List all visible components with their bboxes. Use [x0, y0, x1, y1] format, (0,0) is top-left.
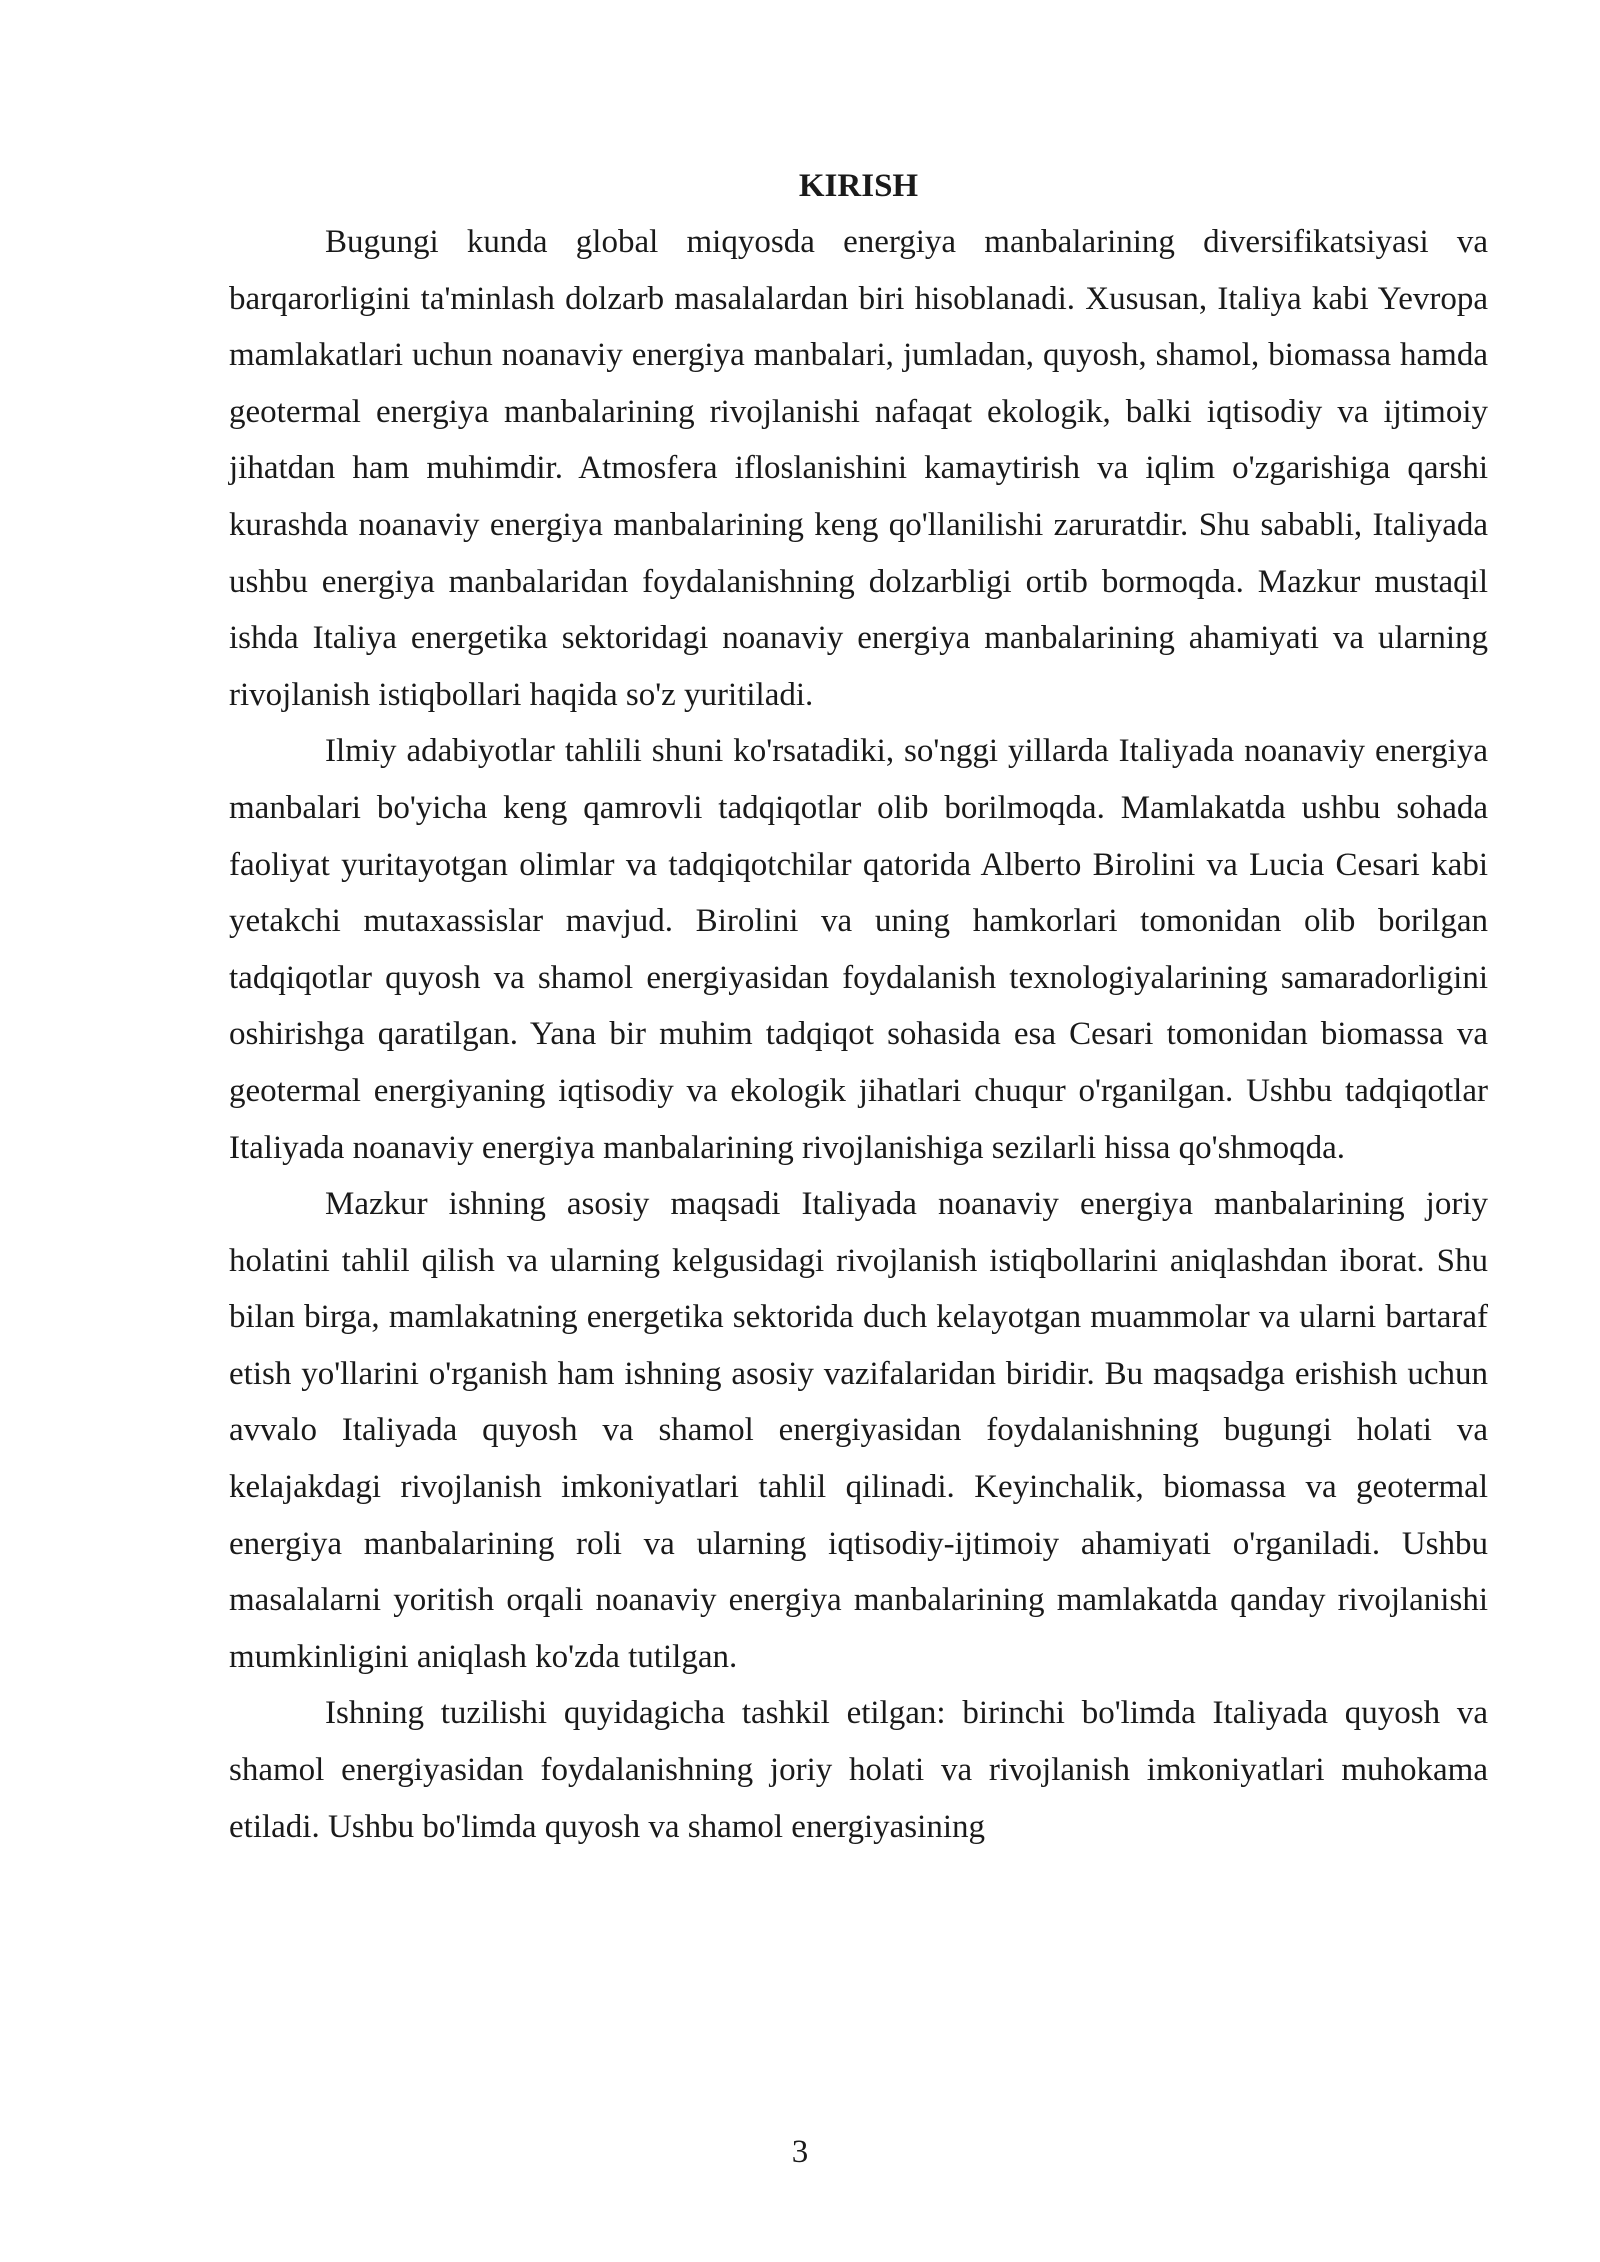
- page-number: 3: [791, 2134, 809, 2170]
- paragraph-goals: Mazkur ishning asosiy maqsadi Italiyada noanaviy energiya manbalarining joriy holatini tahlil qilish va ularning kelgusidagi rivojlanish istiqbollarini aniqlashdan iborat. Shu bilan birga, mamlakatning energetika sektorida duch kelayotgan muammolar va ularni bartaraf etish yo'llarini o'rganish ham ishning asosiy vazifalaridan biridir. Bu maqsadga erishish uchun avvalo Italiyada quyosh va shamol energiyasidan foydalanishning bugungi holati va kelajakdagi rivojlanish imkoniyatlari tahlil qilinadi. Keyinchalik, biomassa va geotermal energiya manbalarining roli va ularning iqtisodiy-ijtimoiy ahamiyati o'rganiladi. Ushbu masalalarni yoritish orqali noanaviy energiya manbalarining mamlakatda qanday rivojlanishi mumkinligini aniqlash ko'zda tutilgan.: [229, 1186, 1488, 1675]
- page-content: [229, 162, 1488, 1855]
- paragraph-introduction: Bugungi kunda global miqyosda energiya manbalarining diversifikatsiyasi va barqarorligini ta'minlash dolzarb masalalardan biri hisoblanadi. Xususan, Italiya kabi Yevropa mamlakatlari uchun noanaviy energiya manbalari, jumladan, quyosh, shamol, biomassa hamda geotermal energiya manbalarining rivojlanishi nafaqat ekologik, balki iqtisodiy va ijtimoiy jihatdan ham muhimdir. Atmosfera ifloslanishini kamaytirish va iqlim o'zgarishiga qarshi kurashda noanaviy energiya manbalarining keng qo'llanilishi zaruratdir. Shu sababli, Italiyada ushbu energiya manbalaridan foydalanishning dolzarbligi ortib bormoqda. Mazkur mustaqil ishda Italiya energetika sektoridagi noanaviy energiya manbalarining ahamiyati va ularning rivojlanish istiqbollari haqida so'z yuritiladi.: [229, 224, 1488, 713]
- page-title: KIRISH: [798, 168, 919, 204]
- paragraph-literature-review: Ilmiy adabiyotlar tahlili shuni ko'rsatadiki, so'nggi yillarda Italiyada noanaviy energiya manbalari bo'yicha keng qamrovli tadqiqotlar olib borilmoqda. Mamlakatda ushbu sohada faoliyat yuritayotgan olimlar va tadqiqotchilar qatorida Alberto Birolini va Lucia Cesari kabi yetakchi mutaxassislar mavjud. Birolini va uning hamkorlari tomonidan olib borilgan tadqiqotlar quyosh va shamol energiyasidan foydalanish texnologiyalarining samaradorligini oshirishga qaratilgan. Yana bir muhim tadqiqot sohasida esa Cesari tomonidan biomassa va geotermal energiyaning iqtisodiy va ekologik jihatlari chuqur o'rganilgan. Ushbu tadqiqotlar Italiyada noanaviy energiya manbalarining rivojlanishiga sezilarli hissa qo'shmoqda.: [229, 733, 1488, 1166]
- paragraph-structure: Ishning tuzilishi quyidagicha tashkil etilgan: birinchi bo'limda Italiyada quyosh va shamol energiyasidan foydalanishning joriy holati va rivojlanish imkoniyatlari muhokama etiladi. Ushbu bo'limda quyosh va shamol energiyasining: [229, 1695, 1488, 1845]
